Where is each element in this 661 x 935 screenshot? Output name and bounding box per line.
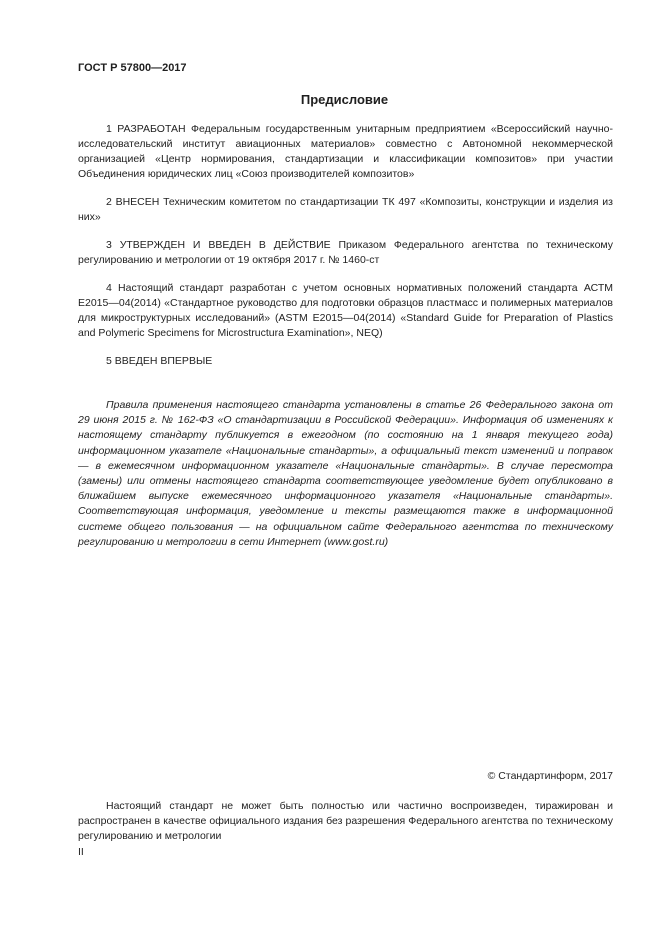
application-rules-notice: Правила применения настоящего стандарта установлены в статье 26 Федерального закона от 29 июня 2015 г. № 162-ФЗ «О стандартизации в Российской Федерации». Информация об изменениях к настоящему стандарту публикуется в ежегодном (по состоянию на 1 января текущего года) информационном указателе «Национальные стандарты», а официальный текст изменений и поправок — в ежемесячном информационном указателе «Национальные стандарты». В случае пересмотра (замены) или отмены настоящего стандарта соответствующее уведомление будет опубликовано в ближайшем выпуске ежемесячного информационного указателя «Национальные стандарты». Соответствующая информация, уведомление и тексты размещаются также в информационной системе общего пользования — на официальном сайте Федерального агентства по техническому регулированию и метрологии в сети Интернет (www.gost.ru) [78, 399, 613, 548]
foreword-item-approved: 3 УТВЕРЖДЕН И ВВЕДЕН В ДЕЙСТВИЕ Приказом Федерального агентства по техническому регулированию и метрологии от 19 октября 2017 г. № 1460-ст [78, 239, 613, 266]
page-number: II [78, 846, 84, 858]
copyright-line: © Стандартинформ, 2017 [487, 770, 613, 782]
reproduction-notice: Настоящий стандарт не может быть полностью или частично воспроизведен, тиражирован и распространен в качестве официального издания без разрешения Федерального агентства по техническому регулированию и метрологии [78, 800, 613, 842]
foreword-items [78, 122, 613, 382]
foreword-item-submitted: 2 ВНЕСЕН Техническим комитетом по стандартизации ТК 497 «Композиты, конструкции и изделия из них» [78, 196, 613, 223]
section-title: Предисловие [300, 92, 389, 107]
foreword-item-developed: 1 РАЗРАБОТАН Федеральным государственным унитарным предприятием «Всероссийский научно-исследовательский институт авиационных материалов» совместно с Автономной некоммерческой организацией «Центр нормирования, стандартизации и классификации композитов» при участии Объединения юридических лиц «Союз производителей композитов» [78, 123, 613, 180]
foreword-item-first-introduced: 5 ВВЕДЕН ВПЕРВЫЕ [106, 355, 213, 367]
foreword-item-basis: 4 Настоящий стандарт разработан с учетом основных нормативных положений стандарта АСТМ Е2015—04(2014) «Стандартное руководство для подготовки образцов пластмасс и полимерных материалов для микроструктурных исследований» (ASTM E2015—04(2014) «Standard Guide for Preparation of Plastics and Polymeric Specimens for Microstructura Examination», NEQ) [78, 282, 613, 339]
document-code: ГОСТ Р 57800—2017 [78, 62, 187, 74]
